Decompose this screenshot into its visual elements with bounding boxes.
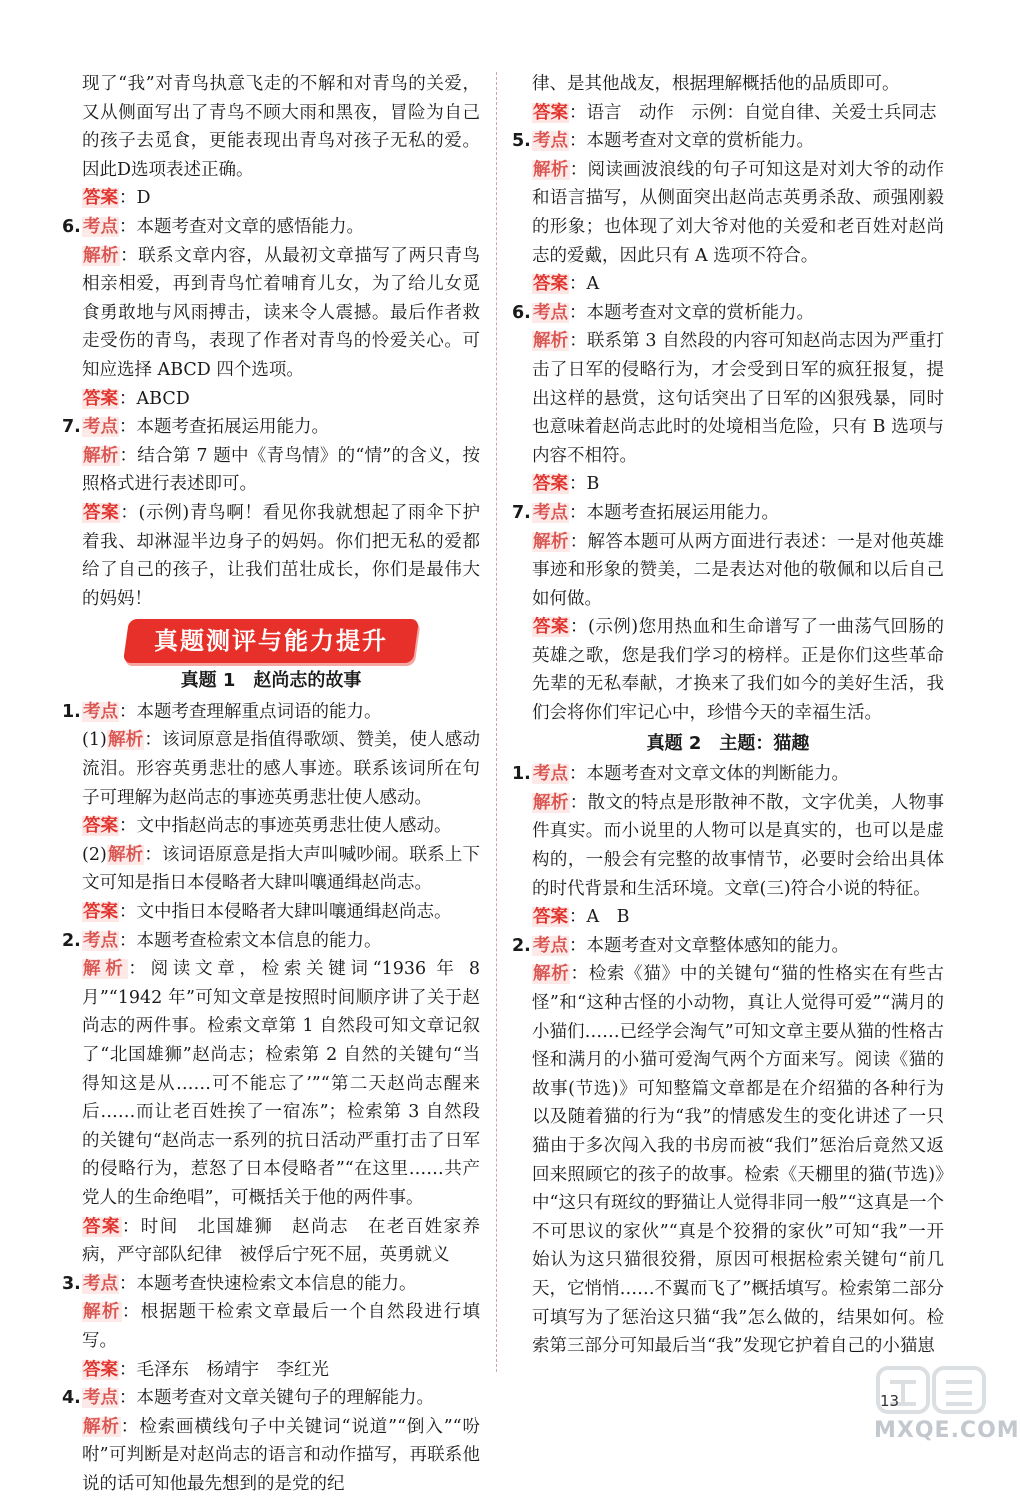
jiexi-tag: 解析: [83, 1416, 120, 1437]
s2-question-2: 2. 考点：本题考查对文章整体感知的能力。 解析：检索《猫》中的关键句“猫的性格实在有些古怪”和“这种古怪的小动物，真让人觉得可爱”“满月的小猫们……已经学会淘气”可知文章主要从猫的性格古怪和满月的小猫可爱淘气两个方面来写。阅读《猫的故事(节选)》可知整篇文章都是在介绍猫的各种行为以及随着猫的行为“我”的情感发生的变化讲述了一只猫由于多次闯入我的书房而被“我们”惩治后竟然又返回来照顾它的孩子的故事。检索《天棚里的猫(节选)》中“这只有斑纹的野猫让人觉得非同一般”“这真是一个不可思议的家伙”“真是个狡猾的家伙”可知“我”一开始认为这只猫很狡猾，原因可根据检索关键句“前几天，它悄悄……不翼而飞了”概括填写。检索第二部分可填写为了惩治这只猫“我”怎么做的，结果如何。检索第三部分可知最后当“我”发现它护着自己的小猫崽: [512, 932, 944, 1361]
question-number: 2.: [512, 935, 531, 956]
jiexi-tag: 解析: [533, 159, 569, 180]
jiexi-tag: 解析: [533, 531, 569, 552]
kaodian-tag: 考点: [83, 1388, 118, 1409]
question-6: 6. 考点：本题考查对文章的感悟能力。 解析：联系文章内容，从最初文章描写了两只青鸟相亲相爱，再到青鸟忙着哺育儿女，为了给儿女觅食勇敢地与风雨搏击，读来令人震撼。最后作者救走受伤的青鸟，表现了作者对青鸟的怜爱关心。可知应选择 ABCD 四个选项。 答案：ABCD: [62, 213, 480, 413]
question-5: 5. 考点：本题考查对文章的赏析能力。 解析：阅读画波浪线的句子可知这是对刘大爷的动作和语言描写，从侧面突出赵尚志英勇杀敌、顽强刚毅的形象；也体现了刘大爷对他的关爱和老百姓对赵尚志的爱戴，因此只有 A 选项不符合。 答案：A: [512, 127, 944, 299]
answer-tag: 答案: [533, 102, 568, 123]
section-title-1: 真题 1 赵尚志的故事: [180, 670, 362, 692]
jiexi-tag: 解析: [107, 844, 144, 865]
banner-title: 真题测评与能力提升: [154, 626, 388, 655]
s1-question-3: 3. 考点：本题考查快速检索文本信息的能力。 解析：根据题干检索文章最后一个自然段进行填写。 答案：毛泽东 杨靖宇 李红光: [62, 1270, 480, 1384]
question-number: 4.: [62, 1388, 81, 1409]
jiexi-tag: 解析: [83, 959, 128, 980]
jiexi-tag: 解析: [83, 245, 120, 266]
answer-line: 答案：D: [83, 188, 151, 209]
right-column: [512, 70, 944, 1361]
section-banner: [126, 619, 416, 663]
answer-line: 答案：语言 动作 示例：自觉自律、关爱士兵同志: [533, 102, 937, 123]
page-number: 13: [880, 1392, 900, 1410]
kaodian-tag: 考点: [83, 216, 118, 237]
watermark-text: MXQE.COM: [874, 1418, 1020, 1443]
jiexi-tag: 解析: [107, 730, 144, 751]
question-7: 7. 考点：本题考查拓展运用能力。 解析：结合第 7 题中《青鸟情》的“情”的含义，按照格式进行表述即可。 答案：(示例)青鸟啊！看见你我就想起了雨伞下护着我、却淋湿半边身子的妈妈。你们把无私的爱都给了自己的孩子，让我们茁壮成长，你们是最伟大的妈妈！: [62, 413, 480, 613]
s1-question-2: 2. 考点：本题考查检索文本信息的能力。 解析：阅读文章，检索关键词“1936 年 8 月”“1942 年”可知文章是按照时间顺序讲了关于赵尚志的两件事。检索文章第 1 自然段可知文章记叙了“北国雄狮”赵尚志；检索第 2 自然的关键句“当得知这是从……可不能忘了’”“第二天赵尚志醒来后……而让老百姓挨了一宿冻”；检索第 3 自然段的关键句“赵尚志一系列的抗日活动严重打击了日军的侵略行为，惹怒了日本侵略者”“在这里……共产党人的生命绝唱”，可概括关于他的两件事。 答案：时间 北国雄狮 赵尚志 在老百姓家养病，严守部队纪律 被俘后宁死不屈，英勇就义: [62, 927, 480, 1270]
question-number: 5.: [512, 131, 531, 152]
question-number: 1.: [512, 764, 531, 785]
answer-tag: 答案: [83, 902, 118, 923]
jiexi-tag: 解析: [533, 792, 569, 813]
s2-question-1: 1. 考点：本题考查对文章文体的判断能力。 解析：散文的特点是形散神不散，文字优美，人物事件真实。而小说里的人物可以是真实的，也可以是虚构的，一般会有完整的故事情节，必要时会给出具体的时代背景和生活环境。文章(三)符合小说的特征。 答案：A B: [512, 760, 944, 932]
jiexi-tag: 解析: [533, 964, 570, 985]
question-7-right: 7. 考点：本题考查拓展运用能力。 解析：解答本题可从两方面进行表述：一是对他英雄事迹和形象的赞美，二是表达对他的敬佩和以后自己如何做。 答案：(示例)您用热血和生命谱写了一曲荡气回肠的英雄之歌，您是我们学习的榜样。正是你们这些革命先辈的无私奉献，才换来了我们如今的美好生活，我们会将你们牢记心中，珍惜今天的幸福生活。: [512, 499, 944, 728]
question-number: 7.: [512, 502, 531, 523]
kaodian-tag: 考点: [533, 935, 568, 956]
s1-question-1: 1. 考点：本题考查理解重点词语的能力。 (1)解析：该词原意是指值得歌颂、赞美，使人感动流泪。形容英勇悲壮的感人事迹。联系该词所在句子可理解为赵尚志的事迹英勇悲壮使人感动。 答案：文中指赵尚志的事迹英勇悲壮使人感动。 (2)解析：该词语原意是指大声叫喊吵闹。联系上下文可知是指日本侵略者大肆叫嚷通缉赵尚志。 答案：文中指日本侵略者大肆叫嚷通缉赵尚志。: [62, 698, 480, 927]
kaodian-tag: 考点: [83, 1273, 118, 1294]
answer-tag: 答案: [533, 474, 568, 495]
continued-text: 律、是其他战友，根据理解概括他的品质即可。: [532, 74, 900, 94]
kaodian-tag: 考点: [83, 701, 118, 722]
question-number: 6.: [512, 302, 531, 323]
question-number: 1.: [62, 701, 81, 722]
kaodian-tag: 考点: [533, 502, 568, 523]
answer-tag: 答案: [533, 617, 569, 638]
question-number: 7.: [62, 417, 81, 438]
continued-text: 现了“我”对青鸟执意飞走的不解和对青鸟的关爱，又从侧面写出了青鸟不顾大雨和黑夜，冒险为自己的孩子去觅食，更能表现出青鸟对孩子无私的爱。因此D选项表述正确。: [82, 74, 480, 180]
answer-tag: 答案: [83, 188, 118, 209]
question-number: 6.: [62, 216, 81, 237]
question-number: 3.: [62, 1273, 81, 1294]
question-6-right: 6. 考点：本题考查对文章的赏析能力。 解析：联系第 3 自然段的内容可知赵尚志因为严重打击了日军的侵略行为，才会受到日军的疯狂报复，提出这样的悬赏，这句话突出了日军的凶狠残暴，同时也意味着赵尚志此时的处境相当危险，只有 B 选项与内容不相符。 答案：B: [512, 299, 944, 499]
kaodian-tag: 考点: [83, 930, 118, 951]
answer-tag: 答案: [83, 1216, 121, 1237]
answer-tag: 答案: [533, 907, 568, 928]
left-column: [62, 70, 480, 1499]
s1-question-4: 4. 考点：本题考查对文章关键句子的理解能力。 解析：检索画横线句子中关键词“说道”“倒入”“吩咐”可判断是对赵尚志的语言和动作描写，再联系他说的话可知他最先想到的是党的纪: [62, 1384, 480, 1498]
column-divider: [496, 72, 497, 1372]
answer-tag: 答案: [83, 1359, 118, 1380]
jiexi-tag: 解析: [533, 331, 569, 352]
kaodian-tag: 考点: [533, 302, 568, 323]
answer-tag: 答案: [83, 816, 118, 837]
kaodian-tag: 考点: [533, 764, 568, 785]
answer-tag: 答案: [533, 274, 568, 295]
question-number: 2.: [62, 930, 81, 951]
jiexi-tag: 解析: [83, 445, 119, 466]
section-title-2: 真题 2 主题：猫趣: [646, 732, 810, 754]
answer-tag: 答案: [83, 502, 120, 523]
jiexi-tag: 解析: [83, 1302, 121, 1323]
kaodian-tag: 考点: [533, 131, 568, 152]
answer-tag: 答案: [83, 388, 118, 409]
kaodian-tag: 考点: [83, 417, 118, 438]
